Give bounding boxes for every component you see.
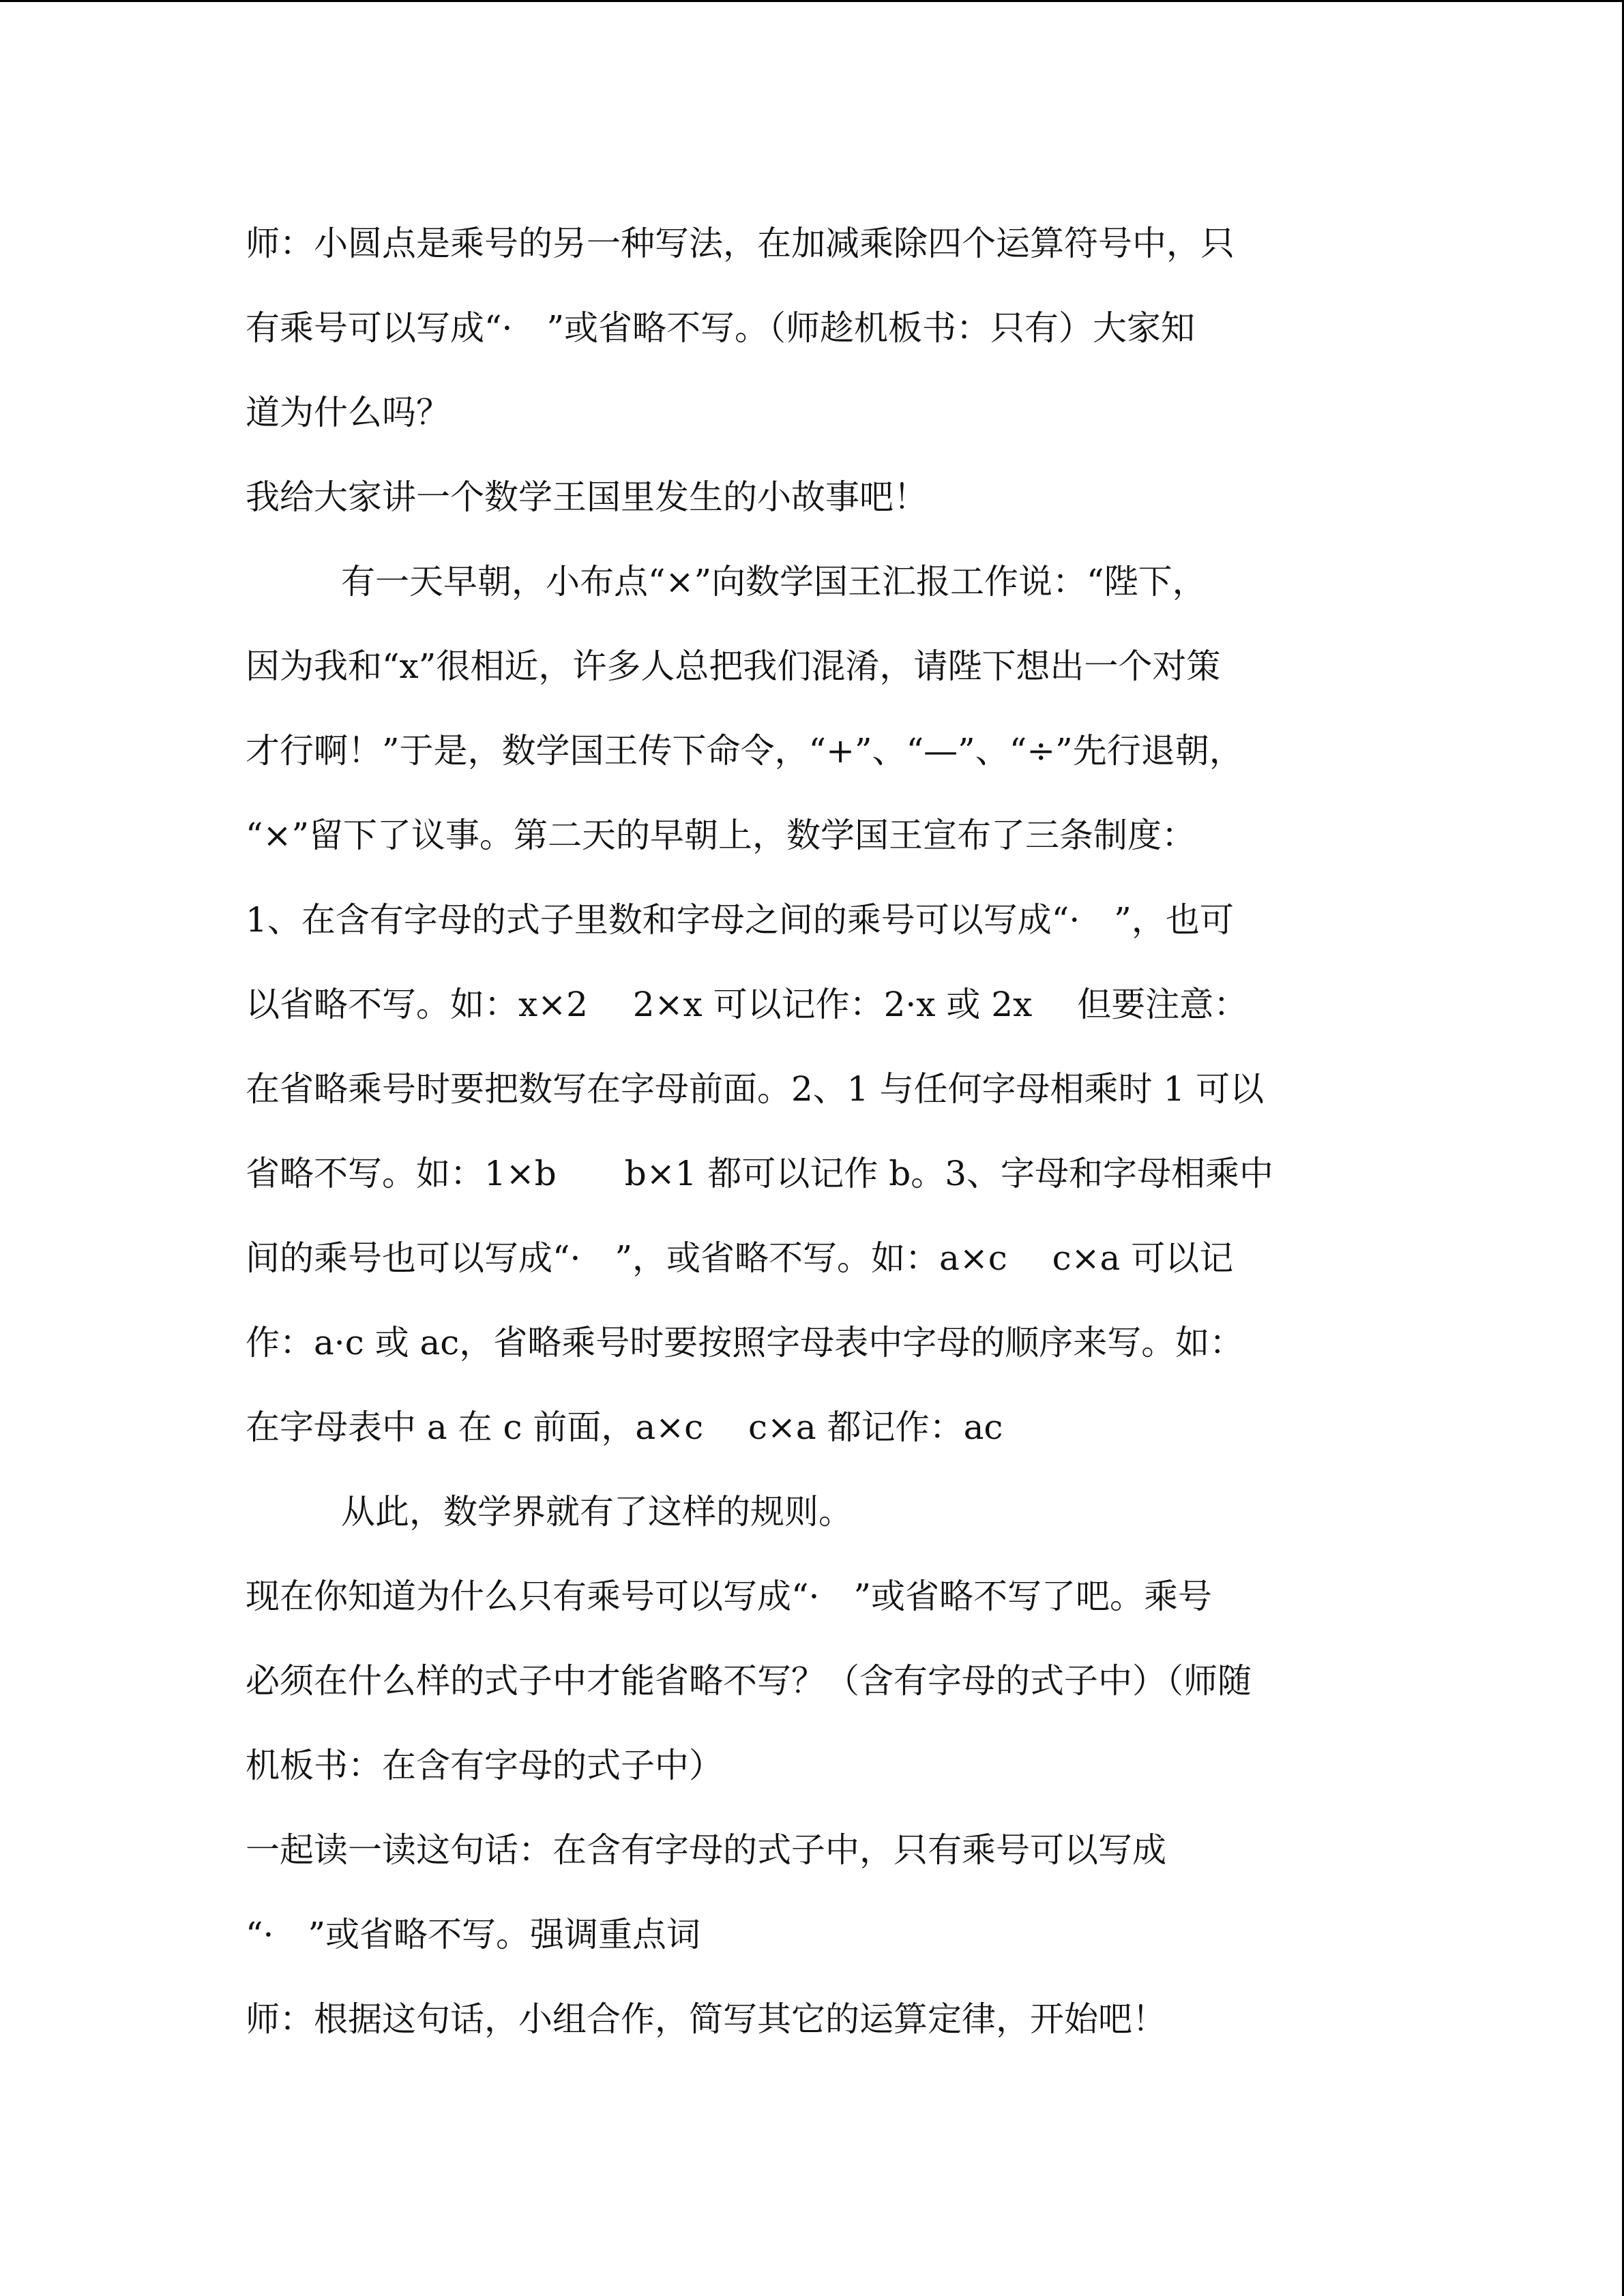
text-line: 师：根据这句话，小组合作，简写其它的运算定律，开始吧！ bbox=[246, 1999, 1166, 2039]
text-line: 以省略不写。如：x×2 2×x 可以记作：2·x 或 2x 但要注意： bbox=[246, 985, 1248, 1024]
paragraph-question bbox=[246, 1554, 1385, 1808]
text-line: 在省略乘号时要把数写在字母前面。2、1 与任何字母相乘时 1 可以 bbox=[246, 1069, 1265, 1109]
text-line: 师：小圆点是乘号的另一种写法，在加减乘除四个运算符号中，只 bbox=[246, 224, 1235, 263]
text-line: 道为什么吗？ bbox=[246, 393, 450, 432]
text-line: “· ”或省略不写。强调重点词 bbox=[246, 1915, 701, 1954]
text-line: 从此，数学界就有了这样的规则。 bbox=[341, 1492, 853, 1532]
text-line: 因为我和“x”很相近，许多人总把我们混淆，请陛下想出一个对策 bbox=[246, 646, 1221, 686]
paragraph-read-aloud bbox=[246, 1808, 1385, 1977]
paragraph-teacher-intro bbox=[246, 201, 1385, 455]
text-line: 现在你知道为什么只有乘号可以写成“· ”或省略不写了吧。乘号 bbox=[246, 1577, 1213, 1616]
text-line: “×”留下了议事。第二天的早朝上，数学国王宣布了三条制度： bbox=[246, 816, 1196, 855]
text-line: 省略不写。如：1×b b×1 都可以记作 b。3、字母和字母相乘中 bbox=[246, 1154, 1274, 1193]
text-line: 作：a·c 或 ac，省略乘号时要按照字母表中字母的顺序来写。如： bbox=[246, 1323, 1244, 1362]
text-line: 有乘号可以写成“· ”或省略不写。（师趁机板书：只有）大家知 bbox=[246, 308, 1196, 348]
text-line: 在字母表中 a 在 c 前面，a×c c×a 都记作：ac bbox=[246, 1407, 1003, 1447]
text-line: 间的乘号也可以写成“· ”，或省略不写。如：a×c c×a 可以记 bbox=[246, 1238, 1234, 1278]
text-line: 必须在什么样的式子中才能省略不写？（含有字母的式子中）（师随 bbox=[246, 1661, 1252, 1701]
text-line: 机板书：在含有字母的式子中） bbox=[246, 1746, 723, 1785]
text-line: 一起读一读这句话：在含有字母的式子中，只有乘号可以写成 bbox=[246, 1830, 1166, 1870]
text-line: 有一天早朝，小布点“×”向数学国王汇报工作说：“陛下， bbox=[341, 562, 1207, 601]
paragraph-story bbox=[246, 539, 1385, 1470]
paragraph-group-task bbox=[246, 1977, 1385, 2061]
text-line: 我给大家讲一个数学王国里发生的小故事吧！ bbox=[246, 477, 928, 517]
text-line: 才行啊！”于是，数学国王传下命令，“+”、“—”、“÷”先行退朝， bbox=[246, 731, 1243, 771]
text-line: 1、在含有字母的式子里数和字母之间的乘号可以写成“· ”，也可 bbox=[246, 900, 1234, 940]
paragraph-story-intro bbox=[246, 455, 1385, 539]
document-body bbox=[246, 201, 1385, 2061]
paragraph-rule-established bbox=[246, 1470, 1385, 1554]
